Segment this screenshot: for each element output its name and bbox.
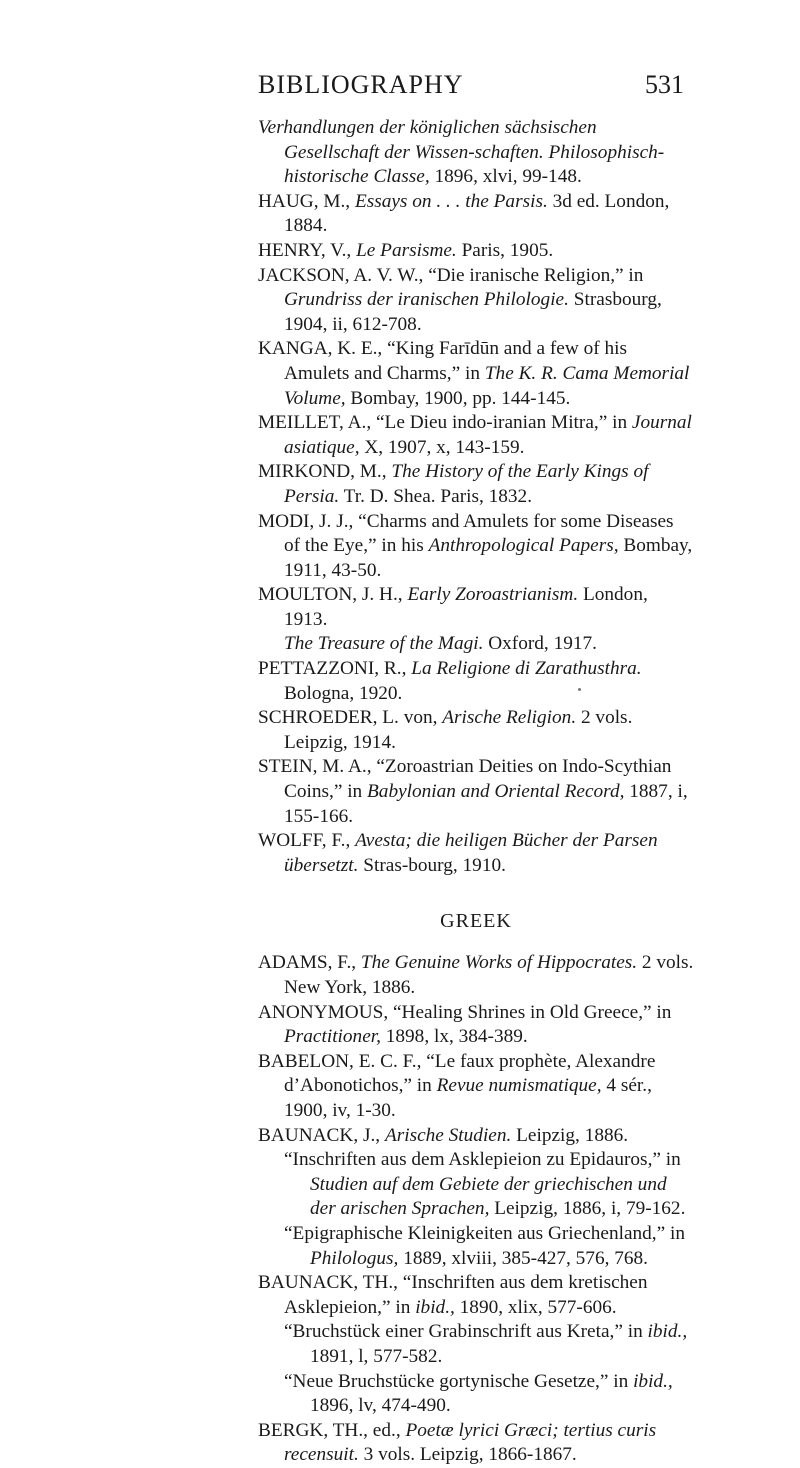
entry-text: 3d ed. London, 1884.: [284, 190, 670, 237]
entry-text: HENRY, V.,: [258, 239, 357, 261]
entry-title-italic: Practitioner,: [284, 1026, 381, 1048]
entry-title-italic: Babylonian and Oriental Record,: [367, 781, 625, 803]
entry-text: Stras-bourg, 1910.: [358, 854, 506, 876]
entry-text: PETTAZZONI, R.,: [258, 658, 412, 680]
entry-text: MODI, J. J., “Charms and Amulets for some Diseases of the Eye,” in his: [258, 510, 674, 557]
entry-title-italic: Arische Religion.: [442, 707, 577, 729]
entry-text: Strasbourg, 1904, ii, 612-708.: [284, 289, 662, 335]
entry-title-italic: Arische Studien.: [384, 1124, 512, 1146]
entry-text: SCHROEDER, L. von,: [258, 707, 443, 729]
entry-title-italic: La Religione di Zarathusthra.: [411, 658, 642, 680]
entry-text: Bombay, 1911, 43-50.: [284, 535, 693, 581]
bibliography-entry: [258, 1419, 694, 1468]
entry-title-italic: Studien auf dem Gebiete der griechischen und der arischen Sprachen,: [310, 1173, 667, 1220]
entry-text: Leipzig, 1886.: [511, 1124, 629, 1146]
entry-text: STEIN, M. A., “Zoroastrian Deities on Indo-Scythian Coins,” in: [258, 756, 672, 803]
entry-text: Leipzig, 1886, i, 79-162.: [489, 1198, 686, 1220]
entry-text: 2 vols. Leipzig, 1914.: [284, 707, 633, 753]
bibliography-entry: [258, 1370, 694, 1419]
entry-text: 1891, l, 577-582.: [310, 1345, 443, 1367]
entry-text: BAUNACK, J.,: [258, 1124, 385, 1146]
entry-text: Bombay, 1900, pp. 144-145.: [345, 387, 571, 409]
entry-text: 2 vols. New York, 1886.: [284, 952, 694, 998]
entry-text: JACKSON, A. V. W., “Die iranische Religion,” in: [258, 264, 644, 286]
entry-title-italic: Poetæ lyrici Græci; tertius curis recensuit.: [284, 1419, 657, 1466]
entry-text: BABELON, E. C. F., “Le faux prophète, Alexandre d’Abonotichos,” in: [258, 1050, 656, 1097]
page-speck: [578, 688, 581, 691]
entry-text: KANGA, K. E., “King Farīdūn and a few of his Amulets and Charms,” in: [258, 338, 627, 384]
entry-text: 3 vols. Leipzig, 1866-1867.: [358, 1444, 577, 1466]
bibliography-entry: [258, 510, 694, 584]
entry-title-italic: Revue numismatique,: [436, 1075, 602, 1097]
entry-title-italic: ibid.,: [415, 1296, 455, 1318]
bibliography-entry: [258, 1271, 694, 1320]
section-heading: GREEK: [440, 910, 512, 933]
bibliography-entry: [258, 1050, 694, 1124]
entry-text: HAUG, M.,: [258, 190, 355, 212]
entry-text: “Neue Bruchstücke gortynische Gesetze,” in: [284, 1370, 634, 1392]
running-head-title: BIBLIOGRAPHY: [258, 70, 464, 99]
bibliography-entry: [258, 264, 694, 338]
bibliography-entry: [258, 1320, 694, 1369]
entry-text: London, 1913.: [284, 584, 648, 630]
entry-title-italic: The K. R. Cama Memorial Volume,: [284, 362, 690, 409]
entry-text: 1896, lv, 474-490.: [310, 1395, 451, 1417]
entry-text: Oxford, 1917.: [483, 633, 597, 655]
entry-title-italic: Verhandlungen der königlichen sächsischen Gesellschaft der Wissen-schaften. Philosophisch-historische Classe,: [258, 117, 665, 188]
bibliography-entry: [258, 583, 694, 632]
entry-text: 1896, xlvi, 99-148.: [429, 166, 582, 188]
bibliography-list-persian: [258, 116, 694, 878]
entry-title-italic: ibid.,: [633, 1370, 673, 1392]
entry-text: 1898, lx, 384-389.: [380, 1026, 528, 1048]
entry-title-italic: ibid.,: [647, 1321, 688, 1343]
bibliography-entry: [258, 337, 694, 411]
entry-text: MEILLET, A., “Le Dieu indo-iranian Mitra,” in: [258, 412, 632, 434]
entry-text: “Epigraphische Kleinigkeiten aus Griechenland,” in: [284, 1222, 686, 1244]
entry-title-italic: Journal asiatique,: [284, 412, 692, 458]
bibliography-list-greek: [258, 951, 694, 1467]
entry-text: BAUNACK, TH., “Inschriften aus dem kretischen Asklepieion,” in: [258, 1272, 648, 1318]
entry-text: ANONYMOUS, “Healing Shrines in Old Greece,” in: [258, 1001, 672, 1023]
entry-text: 1887, i, 155-166.: [284, 781, 688, 827]
entry-text: Paris, 1905.: [456, 239, 554, 261]
entry-text: “Bruchstück einer Grabinschrift aus Kreta,” in: [284, 1321, 648, 1343]
entry-title-italic: Avesta; die heiligen Bücher der Parsen übersetzt.: [284, 830, 658, 876]
entry-text: ADAMS, F.,: [258, 952, 361, 974]
entry-text: BERGK, TH., ed.,: [258, 1419, 406, 1441]
entry-text: Tr. D. Shea. Paris, 1832.: [339, 485, 533, 507]
bibliography-entry: [258, 1148, 694, 1222]
entry-title-italic: The Treasure of the Magi.: [284, 633, 484, 655]
entry-text: 1890, xlix, 577-606.: [454, 1296, 617, 1318]
bibliography-entry: [258, 755, 694, 829]
entry-title-italic: The Genuine Works of Hippocrates.: [360, 952, 638, 974]
bibliography-entry: [258, 829, 694, 878]
bibliography-entry: [258, 706, 694, 755]
entry-title-italic: Early Zoroastrianism.: [407, 584, 579, 606]
bibliography-entry: [258, 1001, 694, 1050]
entry-text: 4 sér., 1900, iv, 1-30.: [284, 1075, 652, 1121]
entry-title-italic: Le Parsisme.: [356, 239, 457, 261]
bibliography-entry: [258, 951, 694, 1000]
entry-title-italic: Essays on . . . the Parsis.: [354, 190, 548, 212]
bibliography-entry: [258, 460, 694, 509]
bibliography-body: [258, 116, 694, 1468]
entry-title-italic: Grundriss der iranischen Philologie.: [284, 289, 569, 311]
bibliography-entry: [258, 1222, 694, 1271]
bibliography-entry: [258, 190, 694, 239]
entry-text: Bologna, 1920.: [284, 682, 403, 704]
entry-title-italic: Philologus,: [310, 1247, 399, 1269]
page-number: 531: [645, 70, 684, 99]
bibliography-entry: [258, 411, 694, 460]
entry-text: MOULTON, J. H.,: [258, 584, 408, 606]
bibliography-entry: [258, 1124, 694, 1149]
running-head: [258, 70, 684, 104]
entry-text: 1889, xlviii, 385-427, 576, 768.: [398, 1247, 648, 1269]
entry-title-italic: Anthropological Papers,: [428, 535, 619, 557]
entry-text: MIRKOND, M.,: [258, 461, 392, 483]
bibliography-entry: [258, 239, 694, 264]
bibliography-entry: [258, 657, 694, 706]
bibliography-entry: [258, 632, 694, 657]
entry-text: “Inschriften aus dem Asklepieion zu Epidauros,” in: [284, 1149, 681, 1171]
bibliography-entry: [258, 116, 694, 190]
entry-text: WOLFF, F.,: [258, 830, 356, 852]
entry-text: X, 1907, x, 143-159.: [359, 436, 525, 458]
entry-title-italic: The History of the Early Kings of Persia.: [284, 461, 649, 507]
